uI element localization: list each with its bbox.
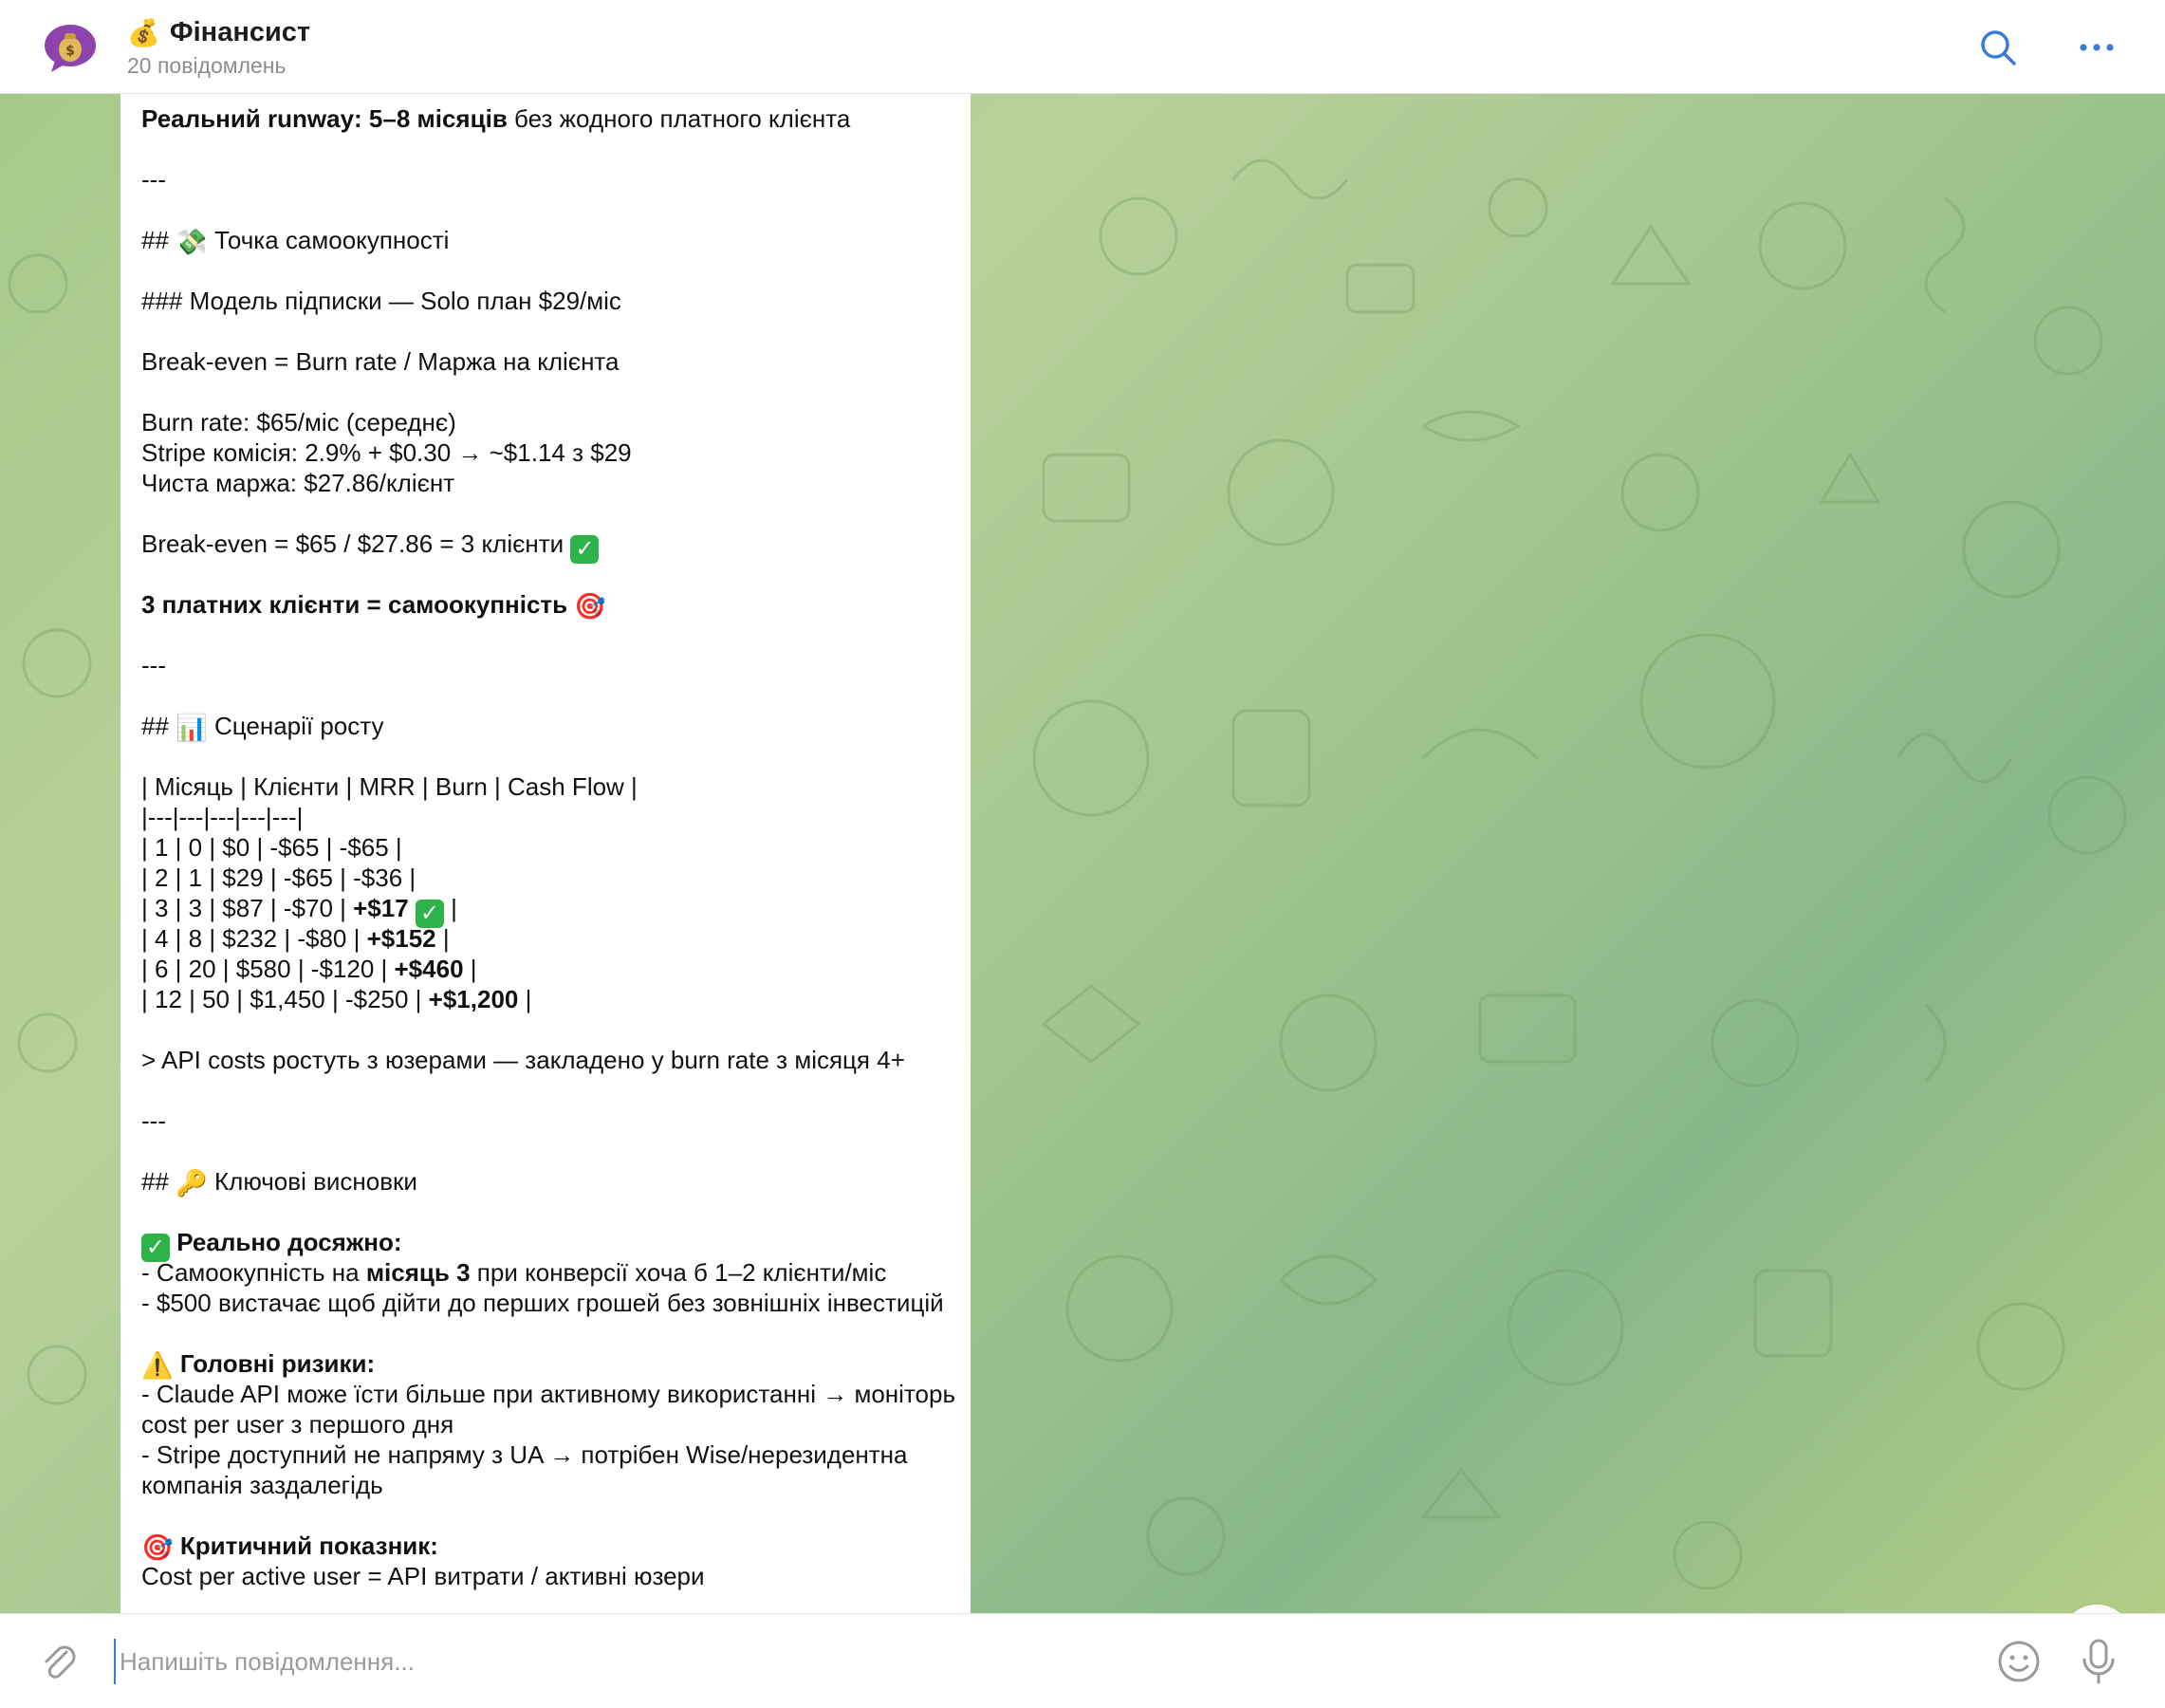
- target-icon: 🎯: [574, 592, 606, 621]
- margin-line: Чиста маржа: $27.86/клієнт: [141, 469, 455, 497]
- table-rows: [141, 832, 957, 1014]
- table-row: | 6 | 20 | $580 | -$120 | +$460 |: [141, 955, 477, 983]
- message-bubble[interactable]: [120, 94, 971, 1613]
- target-icon: 🎯: [141, 1533, 174, 1562]
- chat-title: [127, 15, 310, 49]
- table-row: | 12 | 50 | $1,450 | -$250 | +$1,200 |: [141, 985, 532, 1013]
- warning-icon: ⚠️: [141, 1351, 174, 1380]
- heading-breakeven: ## 💸 Точка самоокупності: [141, 226, 450, 256]
- chat-avatar-money-bag-icon[interactable]: [42, 21, 99, 74]
- check-mark-icon: ✓: [416, 900, 444, 928]
- microphone-icon[interactable]: [2078, 1637, 2119, 1686]
- heading-growth: ## 📊 Сценарії росту: [141, 712, 384, 742]
- composer-bar: [0, 1613, 2165, 1708]
- bar-chart-icon: 📊: [176, 714, 208, 742]
- achievable-heading: ✓ Реально досяжно:: [141, 1227, 957, 1257]
- check-mark-icon: ✓: [570, 535, 599, 564]
- table-row: | 2 | 1 | $29 | -$65 | -$36 |: [141, 863, 416, 892]
- api-note: > API costs ростуть з юзерами — закладено у burn rate з місяця 4+: [141, 1046, 905, 1074]
- more-horizontal-icon[interactable]: [2076, 27, 2118, 68]
- message-text: [141, 103, 957, 1591]
- formula-line: Break-even = Burn rate / Маржа на клієнта: [141, 347, 620, 376]
- achievable-item-2: - $500 вистачає щоб дійти до перших грошей без зовнішніх інвестицій: [141, 1289, 944, 1317]
- key-icon: 🔑: [176, 1169, 208, 1197]
- heading-model: ### Модель підписки — Solo план $29/міс: [141, 287, 621, 315]
- search-icon[interactable]: [1977, 27, 2019, 68]
- separator: ---: [141, 651, 166, 679]
- risk-item-2: - Stripe доступний не напряму з UA → потрібен Wise/нерезидентна компанія заздалегідь: [141, 1440, 908, 1499]
- heading-conclusions: ## 🔑 Ключові висновки: [141, 1167, 417, 1197]
- table-row: | 4 | 8 | $232 | -$80 | +$152 |: [141, 924, 450, 953]
- burn-line: Burn rate: $65/міс (середнє): [141, 408, 456, 436]
- calc-line: Break-even = $65 / $27.86 = 3 клієнти ✓: [141, 529, 957, 559]
- runway-line: Реальний runway: 5–8 місяців без жодного платного клієнта: [141, 104, 851, 133]
- table-header: | Місяць | Клієнти | MRR | Burn | Cash Flow |: [141, 772, 638, 801]
- money-bag-icon: 💰: [127, 17, 160, 47]
- risk-item-1: - Claude API може їсти більше при активному використанні → моніторь cost per user з першого дня: [141, 1380, 955, 1439]
- separator: ---: [141, 1106, 166, 1135]
- message-count: 20 повідомлень: [127, 53, 287, 78]
- table-row: | 3 | 3 | $87 | -$70 | +$17 ✓ |: [141, 894, 457, 926]
- svg-text:$: $: [65, 44, 75, 59]
- message-input[interactable]: [114, 1639, 1952, 1684]
- chat-area[interactable]: [0, 94, 2165, 1613]
- table-row: | 1 | 0 | $0 | -$65 | -$65 |: [141, 833, 402, 862]
- chat-header: [0, 0, 2165, 94]
- risks-heading: ⚠️ Головні ризики:: [141, 1349, 376, 1380]
- achievable-item-1: - Самоокупність на місяць 3 при конверсії хоча б 1–2 клієнти/міс: [141, 1258, 887, 1287]
- chat-title-text: Фінансист: [169, 16, 311, 47]
- emoji-icon[interactable]: [1996, 1639, 2042, 1684]
- table-separator: |---|---|---|---|---|: [141, 803, 304, 831]
- critical-heading: 🎯 Критичний показник:: [141, 1532, 438, 1562]
- check-mark-icon: ✓: [141, 1234, 170, 1262]
- separator: ---: [141, 165, 166, 194]
- stripe-line: Stripe комісія: 2.9% + $0.30 → ~$1.14 з $29: [141, 438, 632, 467]
- paperclip-icon[interactable]: [38, 1641, 80, 1682]
- money-with-wings-icon: 💸: [176, 228, 208, 256]
- three-clients-line: 3 платних клієнти = самоокупність 🎯: [141, 590, 606, 621]
- critical-formula: Cost per active user = API витрати / активні юзери: [141, 1562, 705, 1590]
